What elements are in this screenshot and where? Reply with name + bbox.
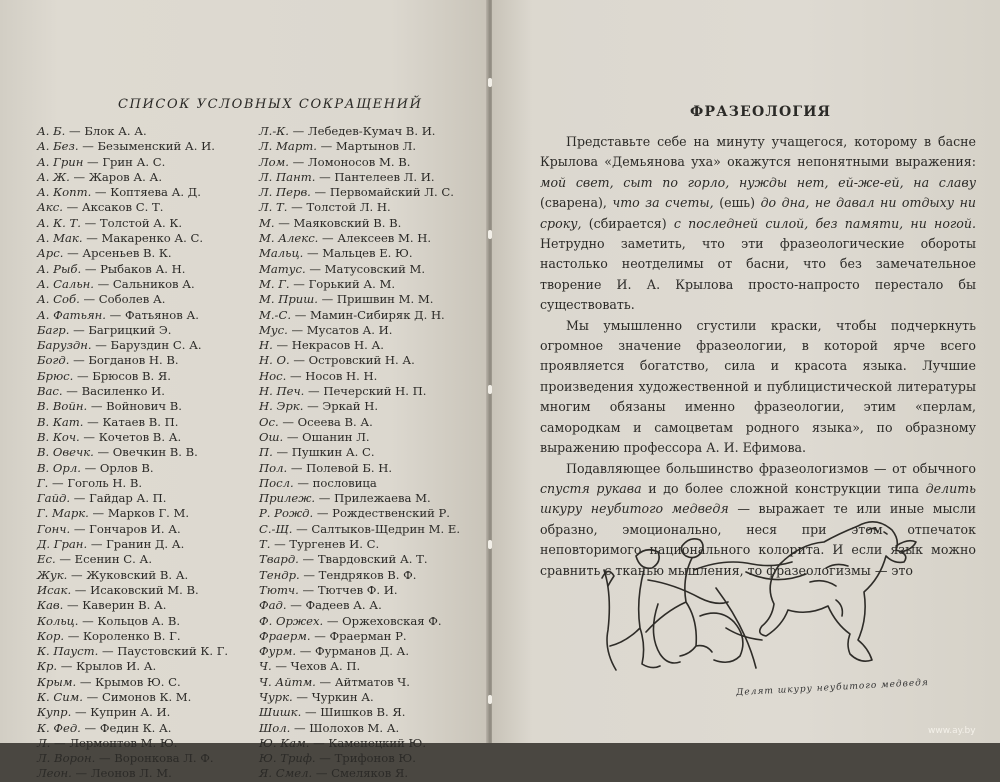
abbreviation: Кав. — [37, 598, 64, 613]
abbreviation: Арс. — [37, 246, 64, 261]
left-page — [0, 0, 488, 781]
abbreviation-row: Л. Пант. — Пантелеев Л. И. — [259, 169, 435, 184]
abbreviation: М. — [259, 215, 275, 230]
abbreviation: М. Алекс. — [259, 231, 319, 246]
author-name: Шишков В. Я. — [320, 705, 406, 720]
author-name: Шолохов М. А. — [309, 720, 400, 735]
author-name: Безыменский А. И. — [97, 139, 215, 154]
author-name: Салтыков-Щедрин М. Е. — [311, 521, 461, 536]
author-name: Горький А. М. — [308, 276, 396, 291]
abbreviation: Тендр. — [259, 567, 300, 582]
abbreviation-row: Баруздн. — Баруздин С. А. — [37, 338, 202, 353]
author-name: Гончаров И. А. — [89, 521, 181, 536]
abbreviation: Леон. — [37, 766, 72, 781]
abbreviation: А. Фатьян. — [37, 307, 106, 322]
author-name: Толстой А. К. — [99, 215, 183, 230]
abbreviation: Ос. — [259, 414, 279, 429]
author-name: Катаев В. П. — [102, 414, 179, 429]
author-name: Тургенев И. С. — [289, 537, 380, 552]
abbreviation: Т. — [259, 537, 271, 552]
motion-lines — [653, 588, 762, 668]
abbreviation-row: К. Фед. — Федин К. А. — [37, 720, 172, 735]
abbreviation: П. — [259, 445, 273, 460]
abbreviation: Шишк. — [259, 705, 302, 720]
abbreviation-row: Шишк. — Шишков В. Я. — [259, 705, 406, 720]
abbreviation-row: Л. Перв. — Первомайский Л. С. — [259, 185, 454, 200]
author-name: Грин А. С. — [102, 154, 166, 169]
spear — [604, 570, 616, 670]
abbreviation: Л.-К. — [259, 124, 289, 138]
author-name: Фадеев А. А. — [305, 598, 382, 613]
phraseologism: мой свет, сыт по горло, нужды нет, ей-же-ей, на славу — [540, 174, 976, 190]
text-run: (сбирается) — [581, 215, 674, 231]
abbreviation-row: А. Грин — Грин А. С. — [37, 154, 166, 169]
abbreviation-row: П. — Пушкин А. С. — [259, 445, 375, 460]
author-name: Блок А. А. — [84, 124, 147, 138]
author-name: Тютчев Ф. И. — [317, 582, 398, 597]
author-name: Гайдар А. П. — [89, 491, 167, 506]
abbreviation: Я. Смел. — [259, 766, 313, 781]
abbreviation-row: М. Г. — Горький А. М. — [259, 276, 396, 291]
author-name: Аксаков С. Т. — [81, 200, 164, 215]
abbreviation: Н. Эрк. — [259, 399, 304, 414]
author-name: Богданов Н. В. — [88, 353, 179, 368]
author-name: Пантелеев Л. И. — [334, 169, 435, 184]
abbreviation: К. Фед. — [37, 720, 81, 735]
abbreviation: Твард. — [259, 552, 299, 567]
author-name: Багрицкий Э. — [88, 322, 172, 337]
abbreviation: Баруздн. — [37, 338, 92, 353]
abbreviation-row: Ес. — Есенин С. А. — [37, 552, 153, 567]
abbreviation-row: Твард. — Твардовский А. Т. — [259, 552, 428, 567]
abbreviation: Л. Пант. — [259, 169, 316, 184]
abbreviation-row: Л. Т. — Толстой Л. Н. — [259, 200, 391, 215]
author-name: Фраерман Р. — [329, 628, 407, 643]
abbreviation: Акс. — [37, 200, 63, 215]
abbreviation-row: А. Фатьян. — Фатьянов А. — [37, 307, 199, 322]
abbreviation: Ф. Оржех. — [259, 613, 324, 628]
abbreviation: Кольц. — [37, 613, 79, 628]
author-name: Баруздин С. А. — [110, 338, 202, 353]
author-name: Маяковский В. В. — [293, 215, 402, 230]
text-run: (ешь) — [713, 195, 761, 211]
abbreviation: Богд. — [37, 353, 70, 368]
abbreviation: Пол. — [259, 460, 288, 475]
author-name: Воронкова Л. Ф. — [114, 751, 214, 766]
abbreviation: А. Рыб. — [37, 261, 82, 276]
author-name: Крылов И. А. — [76, 659, 157, 674]
author-name: Алексеев М. Н. — [337, 231, 432, 246]
abbreviation-row: Леон. — Леонов Л. М. — [37, 766, 172, 781]
illustration-caption: Делят шкуру неубитого медведя — [735, 677, 930, 699]
abbreviation-row: Тютч. — Тютчев Ф. И. — [259, 582, 398, 597]
abbreviation-row: К. Пауст. — Паустовский К. Г. — [37, 644, 229, 659]
text-run: Подавляющее большинство фразеологизмов — от обычного — [566, 460, 976, 476]
abbreviation-row: Арс. — Арсеньев В. К. — [37, 246, 172, 261]
author-name: Крымов Ю. С. — [95, 674, 181, 689]
abbreviation: Р. Рожд. — [259, 506, 314, 521]
abbreviation: А. Соб. — [37, 292, 80, 307]
abbreviation-row: В. Войн. — Войнович В. — [37, 399, 182, 414]
abbreviation: Фраерм. — [259, 628, 311, 643]
abbreviation-row: Н. Печ. — Печерский Н. П. — [259, 384, 427, 399]
abbreviation: С.-Щ. — [259, 521, 293, 536]
author-name: Прилежаева М. — [334, 491, 431, 506]
author-name: Толстой Л. Н. — [306, 200, 391, 215]
abbreviation-row: Фурм. — Фурманов Д. А. — [259, 644, 410, 659]
abbreviation: Г. Марк. — [37, 506, 89, 521]
author-name: Орлов В. — [99, 460, 154, 475]
abbreviation-row: Нос. — Носов Н. Н. — [259, 368, 378, 383]
abbreviations-column-2 — [259, 124, 460, 782]
abbreviation-row: Посл. — пословица — [259, 475, 377, 490]
abbreviation-row: Ч. Айтм. — Айтматов Ч. — [259, 674, 410, 689]
author-name: Осеева В. А. — [297, 414, 373, 429]
author-name: Брюсов В. Я. — [92, 368, 171, 383]
author-name: Мальцев Е. Ю. — [322, 246, 413, 261]
abbreviation-row: А. Без. — Безыменский А. И. — [37, 139, 215, 154]
bear-outline — [760, 522, 906, 661]
watermark: www.ay.by — [928, 726, 976, 736]
abbreviation: Фурм. — [259, 644, 297, 659]
abbreviation: Ю. Кам. — [259, 735, 310, 750]
abbreviation: В. Кат. — [37, 414, 84, 429]
author-name: Мамин-Сибиряк Д. Н. — [310, 307, 445, 322]
author-name: Леонов Л. М. — [90, 766, 172, 781]
phraseologism: с последней силой, без памяти, ни ногой. — [673, 215, 976, 231]
author-name: Овечкин В. В. — [112, 445, 198, 460]
author-name: Короленко В. Г. — [83, 628, 181, 643]
abbreviation-row: Кав. — Каверин В. А. — [37, 598, 167, 613]
abbreviation: Жук. — [37, 567, 68, 582]
abbreviation: Брюс. — [37, 368, 74, 383]
abbreviation: М. Г. — [259, 276, 290, 291]
author-name: Островский Н. А. — [308, 353, 415, 368]
abbreviation: Г. — [37, 475, 49, 490]
abbreviation-row: М. — Маяковский В. В. — [259, 215, 402, 230]
abbreviation: Нос. — [259, 368, 287, 383]
abbreviation-row: Л.-К. — Лебедев-Кумач В. И. — [259, 124, 436, 138]
abbreviation-row: К. Сим. — Симонов К. М. — [37, 689, 192, 704]
abbreviation: Тютч. — [259, 582, 299, 597]
abbreviation-row: Чурк. — Чуркин А. — [259, 689, 374, 704]
author-name: Лебедев-Кумач В. И. — [307, 124, 436, 138]
abbreviation: Прилеж. — [259, 491, 316, 506]
author-name: Лермонтов М. Ю. — [69, 735, 178, 750]
author-name: Первомайский Л. С. — [329, 185, 454, 200]
author-name: Жуковский В. А. — [86, 567, 189, 582]
abbreviation: Багр. — [37, 322, 70, 337]
abbreviation: Д. Гран. — [37, 537, 88, 552]
abbreviation: Ес. — [37, 552, 56, 567]
author-name: Пушкин А. С. — [291, 445, 375, 460]
abbreviation-row: Прилеж. — Прилежаева М. — [259, 491, 431, 506]
abbreviation-row: Д. Гран. — Гранин Д. А. — [37, 537, 185, 552]
abbreviation-row: А. Рыб. — Рыбаков А. Н. — [37, 261, 186, 276]
abbreviation-row: Пол. — Полевой Б. Н. — [259, 460, 393, 475]
phraseologism: что за счеты, — [612, 195, 714, 211]
abbreviations-column-1 — [37, 124, 228, 782]
abbreviation: Мальц. — [259, 246, 304, 261]
abbreviation: Н. — [259, 338, 273, 353]
author-name: Каверин В. А. — [82, 598, 167, 613]
author-name: Мартынов Л. — [335, 139, 417, 154]
abbreviation: В. Овечк. — [37, 445, 94, 460]
author-name: Каменецкий Ю. — [328, 735, 427, 750]
author-name: Макаренко А. С. — [101, 231, 204, 246]
author-name: Исаковский М. В. — [90, 582, 199, 597]
chapter-title: ФРАЗЕОЛОГИЯ — [690, 104, 832, 120]
text-run: (сварена), — [540, 195, 613, 211]
author-name: Оржеховская Ф. — [342, 613, 442, 628]
abbreviation-row: В. Коч. — Кочетов В. А. — [37, 429, 182, 444]
abbreviation: Кр. — [37, 659, 58, 674]
author-name: Кольцов А. В. — [97, 613, 181, 628]
text-run: Мы умышленно сгустили краски, чтобы подчеркнуть огромное значение фразеологии, в которой ярче всего проявляется богатство, сила и красота языка. Лучшие произведения художественной и публицистической литературы многим обязаны именно фразеологии, этим «перлам, самородкам и самоцветам родного языка», по образному выражению профессора А. И. Ефимова. — [540, 317, 976, 456]
abbreviation: А. Сальн. — [37, 276, 94, 291]
abbreviation-row: Купр. — Куприн А. И. — [37, 705, 171, 720]
abbreviation-row: Лом. — Ломоносов М. В. — [259, 154, 411, 169]
author-name: Смеляков Я. — [331, 766, 409, 781]
abbreviation: М.-С. — [259, 307, 292, 322]
author-name: Чуркин А. — [311, 689, 374, 704]
abbreviation-row: Л. — Лермонтов М. Ю. — [37, 735, 178, 750]
abbreviation: К. Пауст. — [37, 644, 99, 659]
abbreviation-row: Фад. — Фадеев А. А. — [259, 598, 382, 613]
abbreviation-row: Ф. Оржех. — Оржеховская Ф. — [259, 613, 442, 628]
abbreviation: В. Войн. — [37, 399, 88, 414]
abbreviation: Ю. Триф. — [259, 751, 316, 766]
abbreviation: Ош. — [259, 429, 284, 444]
abbreviation-row: Л. Март. — Мартынов Л. — [259, 139, 417, 154]
hunter-head-2 — [636, 550, 659, 569]
hunter-arm-2 — [648, 580, 728, 603]
text-run: Нетрудно заметить, что эти фразеологические обороты настолько неотделимы от басни, что без замечательное творение И. А. Крылова просто-напросто перестало бы существовать. — [540, 236, 976, 313]
abbreviation-row: Исак. — Исаковский М. В. — [37, 582, 199, 597]
abbreviation-row: В. Кат. — Катаев В. П. — [37, 414, 179, 429]
abbreviation-row: В. Орл. — Орлов В. — [37, 460, 154, 475]
author-name: Чехов А. П. — [290, 659, 361, 674]
abbreviation-row: А. Ж. — Жаров А. А. — [37, 169, 163, 184]
abbreviation-row: Крым. — Крымов Ю. С. — [37, 674, 181, 689]
text-run: Представьте себе на минуту учащегося, которому в басне Крылова «Демьянова уха» окажутся непонятными выражения: — [540, 134, 976, 170]
abbreviation: А. К. Т. — [37, 215, 81, 230]
abbreviation: Мус. — [259, 322, 288, 337]
hunter-body-1 — [646, 558, 712, 656]
abbreviation-row: А. Сальн. — Сальников А. — [37, 276, 195, 291]
abbreviation-row: А. Копт. — Коптяева А. Д. — [37, 185, 201, 200]
abbreviation-row: Кор. — Короленко В. Г. — [37, 628, 181, 643]
abbreviation-row: Фраерм. — Фраерман Р. — [259, 628, 407, 643]
author-name: Коптяева А. Д. — [110, 185, 201, 200]
author-name: Эркай Н. — [322, 399, 379, 414]
text-run: — выражает те или иные мысли образно, эмоционально, неся при этом отпечаток неповторимого национального колорита. И если язык можно сравнить с тканью мышления, то фразеологизмы — это — [540, 501, 976, 578]
author-name: Есенин С. А. — [74, 552, 153, 567]
author-name: Твардовский А. Т. — [317, 552, 428, 567]
abbreviation-row: Багр. — Багрицкий Э. — [37, 322, 172, 337]
author-name: Матусовский М. — [324, 261, 426, 276]
abbreviation-row: Т. — Тургенев И. С. — [259, 537, 380, 552]
phraseologism: спустя рукава — [540, 480, 642, 496]
author-name: Гранин Д. А. — [106, 537, 185, 552]
abbreviation-row: Н. О. — Островский Н. А. — [259, 353, 415, 368]
abbreviation: А. Мак. — [37, 231, 83, 246]
abbreviation-row: Л. Ворон. — Воронкова Л. Ф. — [37, 751, 214, 766]
author-name: Сальников А. — [112, 276, 195, 291]
abbreviation-row: Ю. Кам. — Каменецкий Ю. — [259, 735, 427, 750]
abbreviation: В. Орл. — [37, 460, 81, 475]
abbreviation-row: Н. — Некрасов Н. А. — [259, 338, 384, 353]
author-name: Печерский Н. П. — [323, 384, 427, 399]
phraseologism: до дна, не давал ни отдыху ни сроку, — [540, 195, 977, 231]
abbreviation: А. Б. — [37, 124, 66, 138]
paragraph — [540, 316, 976, 459]
author-name: Жаров А. А. — [88, 169, 163, 184]
author-name: Гоголь Н. В. — [67, 475, 143, 490]
phraseologism: делить шкуру неубитого медведя — [540, 480, 976, 517]
abbreviation: Н. О. — [259, 353, 290, 368]
abbreviation: Гайд. — [37, 491, 71, 506]
abbreviation: А. Без. — [37, 139, 79, 154]
abbreviation-row: М.-С. — Мамин-Сибиряк Д. Н. — [259, 307, 445, 322]
author-name: Федин К. А. — [99, 720, 172, 735]
abbreviation-row: Ош. — Ошанин Л. — [259, 429, 370, 444]
author-name: Айтматов Ч. — [334, 674, 410, 689]
author-name: Пришвин М. М. — [336, 292, 434, 307]
abbreviation: Кор. — [37, 628, 65, 643]
abbreviation-row: Жук. — Жуковский В. А. — [37, 567, 189, 582]
abbreviation-row: Тендр. — Тендряков В. Ф. — [259, 567, 417, 582]
author-name: Василенко И. — [81, 384, 165, 399]
abbreviation: Чурк. — [259, 689, 293, 704]
abbreviation-row: Ю. Триф. — Трифонов Ю. — [259, 751, 416, 766]
abbreviation-row: М. Алекс. — Алексеев М. Н. — [259, 231, 432, 246]
author-name: Соболев А. — [98, 292, 166, 307]
abbreviation-row: Богд. — Богданов Н. В. — [37, 353, 179, 368]
bear-face — [868, 528, 887, 534]
abbreviation: А. Ж. — [37, 169, 70, 184]
abbreviation: Л. Ворон. — [37, 751, 96, 766]
abbreviation: Гонч. — [37, 521, 71, 536]
abbreviation: Н. Печ. — [259, 384, 305, 399]
stick — [746, 572, 806, 580]
author-name: Кочетов В. А. — [98, 429, 182, 444]
author-name: Войнович В. — [106, 399, 182, 414]
abbreviation-row: М. Приш. — Пришвин М. М. — [259, 292, 434, 307]
abbreviation-row: Я. Смел. — Смеляков Я. — [259, 766, 409, 781]
author-name: Рождественский Р. — [332, 506, 450, 521]
abbreviation-row: Акс. — Аксаков С. Т. — [37, 200, 164, 215]
abbreviation: Л. Перв. — [259, 185, 311, 200]
abbreviation: М. Приш. — [259, 292, 318, 307]
author-name: Рыбаков А. Н. — [100, 261, 186, 276]
abbreviation-row: Г. — Гоголь Н. В. — [37, 475, 143, 490]
hunter-head-1 — [682, 539, 704, 558]
abbreviation-row: А. К. Т. — Толстой А. К. — [37, 215, 183, 230]
abbreviation: Л. Т. — [259, 200, 288, 215]
abbreviation: К. Сим. — [37, 689, 83, 704]
abbreviation-row: Ос. — Осеева В. А. — [259, 414, 373, 429]
author-name: Марков Г. М. — [107, 506, 190, 521]
bear-skin-illustration — [596, 508, 926, 693]
abbreviation-row: Гайд. — Гайдар А. П. — [37, 491, 167, 506]
abbreviation: Купр. — [37, 705, 72, 720]
abbreviation-row: Шол. — Шолохов М. А. — [259, 720, 400, 735]
abbreviation-row: Матус. — Матусовский М. — [259, 261, 426, 276]
author-name: Ломоносов М. В. — [307, 154, 411, 169]
abbreviation-row: Кр. — Крылов И. А. — [37, 659, 157, 674]
abbreviation-row: Г. Марк. — Марков Г. М. — [37, 506, 190, 521]
abbreviation-row: Кольц. — Кольцов А. В. — [37, 613, 181, 628]
abbreviation: Исак. — [37, 582, 72, 597]
author-name: Арсеньев В. К. — [82, 246, 172, 261]
author-name: Мусатов А. И. — [306, 322, 393, 337]
author-name: Некрасов Н. А. — [291, 338, 384, 353]
abbreviation: В. Коч. — [37, 429, 80, 444]
abbreviation-row: С.-Щ. — Салтыков-Щедрин М. Е. — [259, 521, 461, 536]
author-name: Симонов К. М. — [101, 689, 192, 704]
abbreviation: Фад. — [259, 598, 287, 613]
abbreviation-row: В. Овечк. — Овечкин В. В. — [37, 445, 198, 460]
abbreviation: Матус. — [259, 261, 306, 276]
abbreviation-row: А. Б. — Блок А. А. — [37, 124, 147, 138]
abbreviation: А. Копт. — [37, 185, 92, 200]
author-name: пословица — [312, 475, 377, 490]
abbreviation: Крым. — [37, 674, 77, 689]
abbreviation: Посл. — [259, 475, 294, 490]
hunter-body-2 — [610, 570, 660, 668]
abbreviation-row: А. Соб. — Соболев А. — [37, 292, 166, 307]
abbreviation: Л. Март. — [259, 139, 317, 154]
abbreviation-row: Брюс. — Брюсов В. Я. — [37, 368, 171, 383]
author-name: Носов Н. Н. — [305, 368, 378, 383]
author-name: Трифонов Ю. — [334, 751, 416, 766]
author-name: Фурманов Д. А. — [315, 644, 410, 659]
abbreviation: Вас. — [37, 384, 63, 399]
author-name: Паустовский К. Г. — [117, 644, 229, 659]
abbreviation-row: Вас. — Василенко И. — [37, 384, 165, 399]
author-name: Ошанин Л. — [302, 429, 370, 444]
abbreviation: Л. — [37, 735, 51, 750]
author-name: Куприн А. И. — [90, 705, 171, 720]
author-name: Фатьянов А. — [124, 307, 199, 322]
abbreviation-row: Н. Эрк. — Эркай Н. — [259, 399, 379, 414]
abbreviation-row: Гонч. — Гончаров И. А. — [37, 521, 181, 536]
abbreviations-title: СПИСОК УСЛОВНЫХ СОКРАЩЕНИЙ — [118, 97, 423, 112]
author-name: Полевой Б. Н. — [306, 460, 393, 475]
abbreviation-row: Мус. — Мусатов А. И. — [259, 322, 393, 337]
abbreviation: Лом. — [259, 154, 289, 169]
abbreviation: Ч. — [259, 659, 272, 674]
author-name: Тендряков В. Ф. — [318, 567, 417, 582]
abbreviation: А. Грин — [37, 154, 84, 169]
abbreviation-row: Мальц. — Мальцев Е. Ю. — [259, 246, 413, 261]
abbreviation-row: Ч. — Чехов А. П. — [259, 659, 361, 674]
abbreviation-row: А. Мак. — Макаренко А. С. — [37, 231, 204, 246]
text-run: и до более сложной конструкции типа — [641, 480, 926, 496]
abbreviation: Шол. — [259, 720, 291, 735]
abbreviation-row: Р. Рожд. — Рождественский Р. — [259, 506, 450, 521]
paragraph — [540, 132, 976, 316]
abbreviation: Ч. Айтм. — [259, 674, 316, 689]
